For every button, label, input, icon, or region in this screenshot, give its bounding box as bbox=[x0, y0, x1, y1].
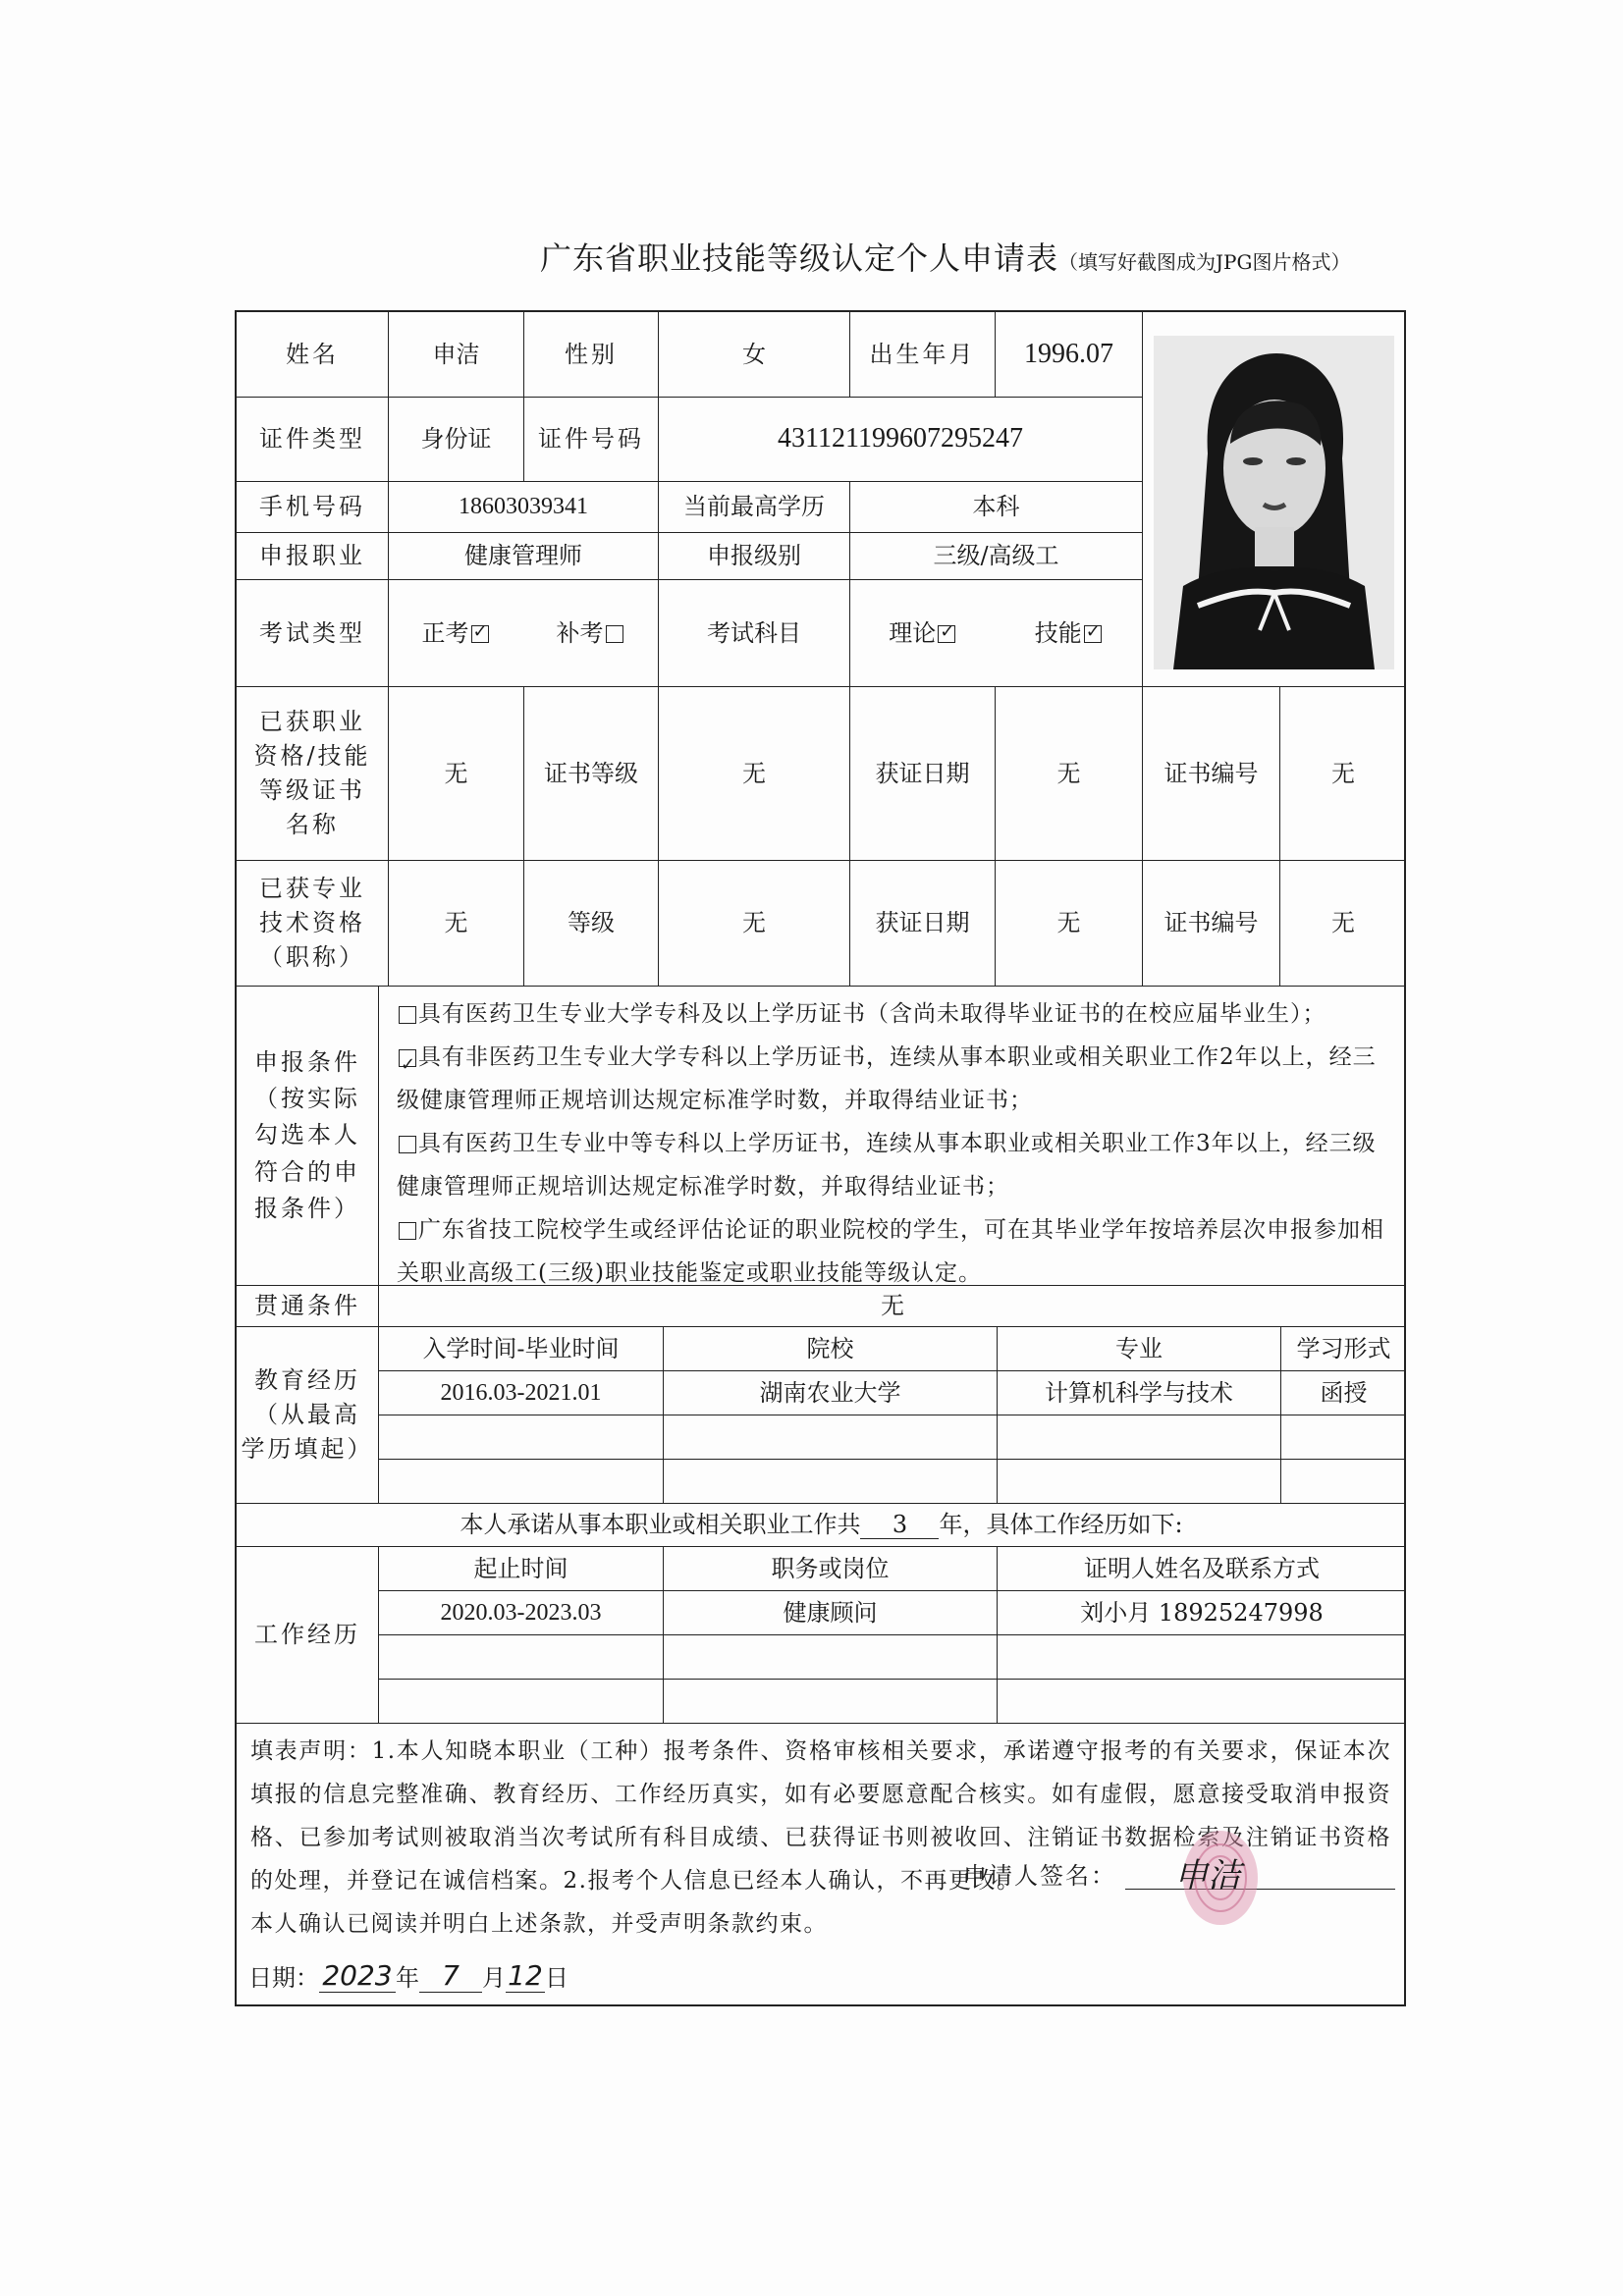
edu-row2-period[interactable] bbox=[379, 1415, 664, 1460]
id-no-label: 证件号码 bbox=[524, 398, 659, 482]
condition-checkbox[interactable] bbox=[399, 1222, 416, 1240]
exam-subject-label: 考试科目 bbox=[659, 580, 850, 687]
conditions-label: 申报条件 （按实际 勾选本人 符合的申 报条件） bbox=[237, 987, 379, 1286]
work-row1-period: 2020.03-2023.03 bbox=[379, 1591, 664, 1635]
theory-option[interactable]: 理论✓ bbox=[889, 616, 957, 651]
work-pledge: 本人承诺从事本职业或相关职业工作共 3 年，具体工作经历如下: bbox=[237, 1504, 1406, 1547]
cert-no-value: 无 bbox=[1280, 687, 1406, 861]
name-value: 申洁 bbox=[389, 312, 524, 398]
exam-makeup-option[interactable]: 补考 bbox=[557, 616, 625, 651]
declaration-text: 填表声明：1.本人知晓本职业（工种）报考条件、资格审核相关要求，承诺遵守报考的有关要求，保证本次填报的信息完整准确、教育经历、工作经历真实，如有必要愿意配合核实。如有虚假，愿意接受取消申报资格、已参加考试则被取消当次考试所有科目成绩、已获得证书则被收回、注销证书数据检索及注销证书资格的处理，并登记在诚信档案。2.报考个人信息已经本人确认，不再更改。 bbox=[250, 1738, 1391, 1894]
pro-no-value: 无 bbox=[1280, 861, 1406, 987]
condition-checkbox[interactable] bbox=[399, 1049, 416, 1067]
condition-item[interactable]: ✓具有非医药卫生专业大学专科以上学历证书，连续从事本职业或相关职业工作2年以上，经三级健康管理师正规培训达规定标准学时数，并取得结业证书； bbox=[397, 1036, 1388, 1122]
date-row bbox=[248, 1958, 568, 1993]
edu-header-major: 专业 bbox=[998, 1327, 1281, 1371]
gender-label: 性别 bbox=[524, 312, 659, 398]
exam-regular-option[interactable]: 正考✓ bbox=[422, 616, 491, 651]
exam-type-label: 考试类型 bbox=[237, 580, 389, 687]
through-value: 无 bbox=[379, 1286, 1406, 1327]
edu-row2-major[interactable] bbox=[998, 1415, 1281, 1460]
edu-row3-period[interactable] bbox=[379, 1460, 664, 1504]
work-header-period: 起止时间 bbox=[379, 1547, 664, 1591]
edu-row3-major[interactable] bbox=[998, 1460, 1281, 1504]
edu-row1-period: 2016.03-2021.01 bbox=[379, 1371, 664, 1415]
day-label: 日 bbox=[545, 1964, 568, 1992]
condition-item[interactable]: 具有医药卫生专业大学专科及以上学历证书（含尚未取得毕业证书的在校应届毕业生）； bbox=[397, 992, 1388, 1036]
through-label: 贯通条件 bbox=[237, 1286, 379, 1327]
id-type-label: 证件类型 bbox=[237, 398, 389, 482]
edu-row1-school: 湖南农业大学 bbox=[664, 1371, 998, 1415]
exam-type-options bbox=[389, 580, 659, 687]
cert-date-value: 无 bbox=[996, 687, 1143, 861]
edu-label: 当前最高学历 bbox=[659, 482, 850, 533]
edu-row2-mode[interactable] bbox=[1281, 1415, 1406, 1460]
occupation-label: 申报职业 bbox=[237, 533, 389, 580]
work-row3-reference[interactable] bbox=[998, 1680, 1406, 1724]
condition-item[interactable]: 广东省技工院校学生或经评估论证的职业院校的学生，可在其毕业学年按培养层次申报参加相关职业高级工(三级)职业技能鉴定或职业技能等级认定。 bbox=[397, 1217, 1384, 1286]
condition-checkbox[interactable] bbox=[399, 1136, 416, 1153]
edu-header-mode: 学习形式 bbox=[1281, 1327, 1406, 1371]
work-row3-position[interactable] bbox=[664, 1680, 998, 1724]
work-row2-reference[interactable] bbox=[998, 1635, 1406, 1680]
makeup-checkbox[interactable] bbox=[606, 625, 623, 643]
regular-checkbox[interactable] bbox=[471, 625, 489, 643]
date-month[interactable]: 7 bbox=[419, 1959, 482, 1993]
work-row3-period[interactable] bbox=[379, 1680, 664, 1724]
year-label: 年 bbox=[396, 1964, 419, 1992]
pro-title-value: 无 bbox=[389, 861, 524, 987]
phone-value: 18603039341 bbox=[389, 482, 659, 533]
edu-value: 本科 bbox=[850, 482, 1143, 533]
level-label: 申报级别 bbox=[659, 533, 850, 580]
work-header-reference: 证明人姓名及联系方式 bbox=[998, 1547, 1406, 1591]
edu-row1-major: 计算机科学与技术 bbox=[998, 1371, 1281, 1415]
month-label: 月 bbox=[482, 1964, 506, 1992]
pro-no-label: 证书编号 bbox=[1143, 861, 1280, 987]
declaration-confirm: 本人确认已阅读并明白上述条款，并受声明条款约束。 bbox=[250, 1911, 828, 1937]
signature-label: 申请人签名： bbox=[963, 1862, 1116, 1890]
edu-header-period: 入学时间-毕业时间 bbox=[379, 1327, 664, 1371]
pro-title-label: 已获专业 技术资格 （职称） bbox=[237, 861, 389, 987]
work-row1-reference: 刘小月 18925247998 bbox=[998, 1591, 1406, 1635]
work-label: 工作经历 bbox=[237, 1547, 379, 1724]
form-title: 广东省职业技能等级认定个人申请表（填写好截图成为JPG图片格式） bbox=[540, 240, 1351, 277]
work-row2-position[interactable] bbox=[664, 1635, 998, 1680]
exam-subject-options bbox=[850, 580, 1143, 687]
pledge-years: 3 bbox=[860, 1511, 939, 1540]
pro-date-value: 无 bbox=[996, 861, 1143, 987]
edu-row2-school[interactable] bbox=[664, 1415, 998, 1460]
condition-checkbox[interactable] bbox=[399, 1006, 416, 1024]
cert-label: 已获职业 资格/技能 等级证书 名称 bbox=[237, 687, 389, 861]
work-row1-position: 健康顾问 bbox=[664, 1591, 998, 1635]
signature-value: 申洁 bbox=[1174, 1856, 1241, 1896]
education-label: 教育经历 （从最高 学历填起） bbox=[237, 1327, 379, 1504]
skill-checkbox[interactable] bbox=[1084, 625, 1102, 643]
birth-label: 出生年月 bbox=[850, 312, 996, 398]
pro-grade-value: 无 bbox=[659, 861, 850, 987]
theory-checkbox[interactable] bbox=[938, 625, 955, 643]
id-type-value: 身份证 bbox=[389, 398, 524, 482]
pro-grade-label: 等级 bbox=[524, 861, 659, 987]
birth-value: 1996.07 bbox=[996, 312, 1143, 398]
cert-level-value: 无 bbox=[659, 687, 850, 861]
cert-level-label: 证书等级 bbox=[524, 687, 659, 861]
gender-value: 女 bbox=[659, 312, 850, 398]
edu-row1-mode: 函授 bbox=[1281, 1371, 1406, 1415]
phone-label: 手机号码 bbox=[237, 482, 389, 533]
id-no-value: 431121199607295247 bbox=[659, 398, 1143, 482]
work-header-position: 职务或岗位 bbox=[664, 1547, 998, 1591]
cert-name-value: 无 bbox=[389, 687, 524, 861]
edu-header-school: 院校 bbox=[664, 1327, 998, 1371]
condition-item[interactable]: 具有医药卫生专业中等专科以上学历证书，连续从事本职业或相关职业工作3年以上，经三级健康管理师正规培训达规定标准学时数，并取得结业证书； bbox=[397, 1131, 1377, 1200]
pro-date-label: 获证日期 bbox=[850, 861, 996, 987]
skill-option[interactable]: 技能✓ bbox=[1035, 616, 1104, 651]
portrait-image bbox=[1154, 336, 1394, 669]
date-year[interactable]: 2023 bbox=[319, 1959, 396, 1993]
applicant-photo bbox=[1154, 336, 1394, 669]
title-note: （填写好截图成为JPG图片格式） bbox=[1058, 250, 1351, 274]
work-row2-period[interactable] bbox=[379, 1635, 664, 1680]
edu-row3-mode[interactable] bbox=[1281, 1460, 1406, 1504]
date-day[interactable]: 12 bbox=[506, 1959, 545, 1993]
occupation-value: 健康管理师 bbox=[389, 533, 659, 580]
date-label: 日期： bbox=[248, 1964, 319, 1992]
cert-date-label: 获证日期 bbox=[850, 687, 996, 861]
edu-row3-school[interactable] bbox=[664, 1460, 998, 1504]
name-label: 姓名 bbox=[237, 312, 389, 398]
level-value: 三级/高级工 bbox=[850, 533, 1143, 580]
cert-no-label: 证书编号 bbox=[1143, 687, 1280, 861]
conditions-list bbox=[379, 987, 1406, 1301]
